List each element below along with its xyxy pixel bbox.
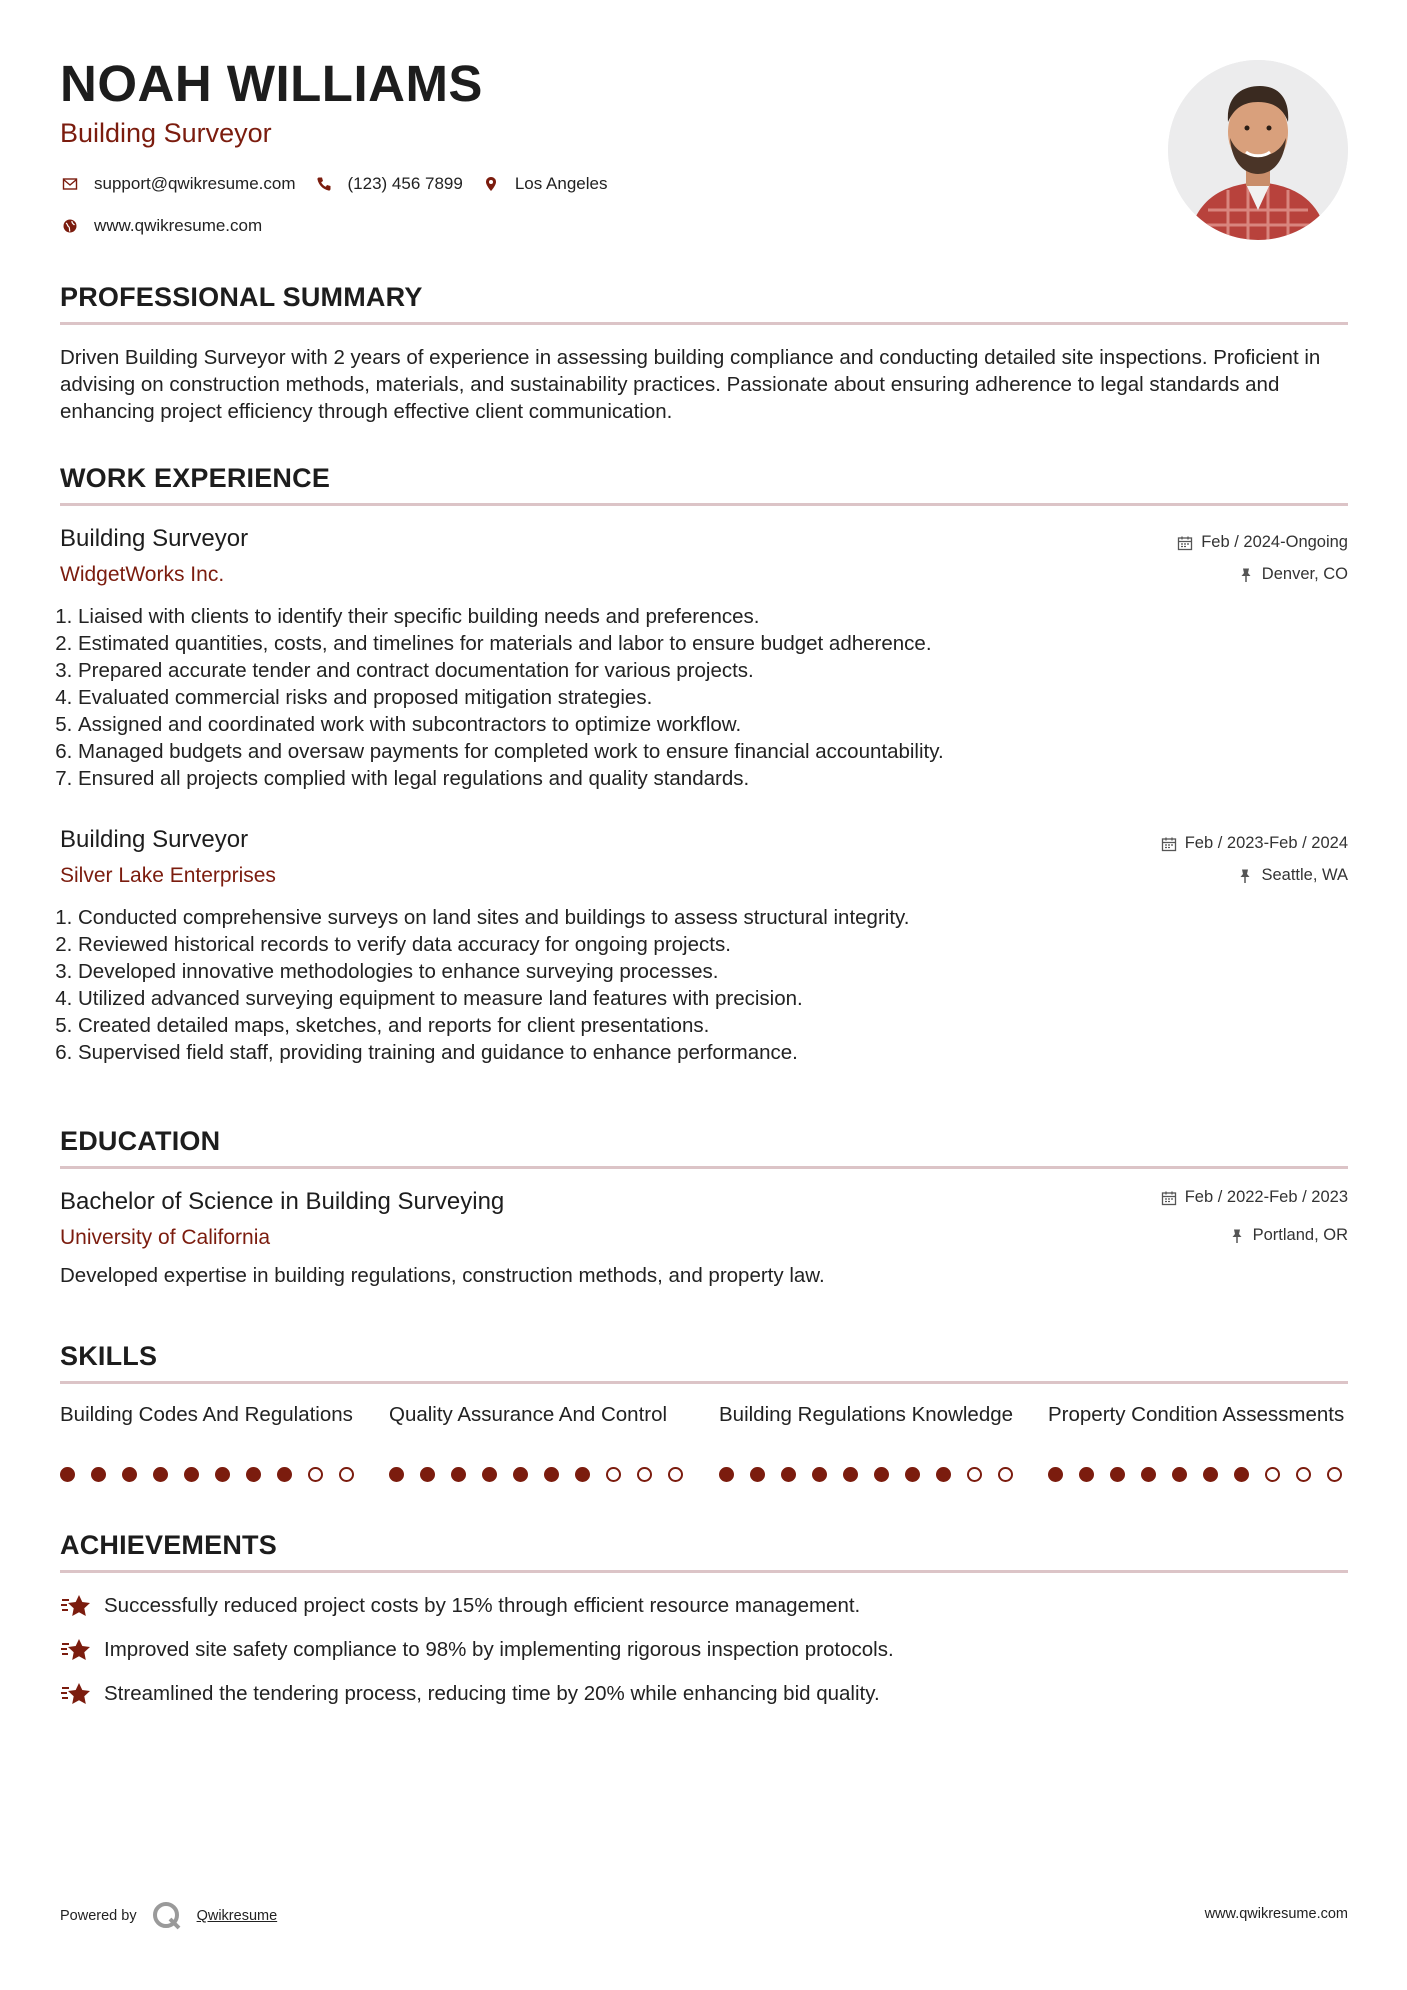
candidate-name: NOAH WILLIAMS — [60, 55, 483, 112]
achievements-divider — [60, 1570, 1348, 1573]
experience-heading: WORK EXPERIENCE — [60, 463, 331, 493]
star-badge-icon — [60, 1636, 92, 1664]
job-1-dates — [1177, 533, 1348, 552]
job-2-dates — [1161, 834, 1348, 853]
rating-dot-empty — [308, 1467, 323, 1482]
rating-dot-filled — [513, 1467, 528, 1482]
rating-dot-filled — [936, 1467, 951, 1482]
globe-icon — [60, 216, 80, 236]
job-1-title: Building Surveyor — [60, 525, 249, 552]
rating-dot-filled — [277, 1467, 292, 1482]
qwikresume-link[interactable]: Qwikresume — [196, 1908, 278, 1924]
job-1-dates-text: Feb / 2024-Ongoing — [1201, 533, 1348, 551]
rating-dot-filled — [1110, 1467, 1125, 1482]
achievement-item — [60, 1680, 880, 1708]
rating-dot-filled — [215, 1467, 230, 1482]
contact-row-2 — [60, 216, 280, 236]
skill-item — [1048, 1401, 1348, 1482]
skill-rating — [1048, 1467, 1348, 1482]
rating-dot-filled — [812, 1467, 827, 1482]
rating-dot-filled — [1172, 1467, 1187, 1482]
rating-dot-filled — [874, 1467, 889, 1482]
rating-dot-filled — [246, 1467, 261, 1482]
qwikresume-logo-icon — [151, 1900, 183, 1932]
rating-dot-filled — [91, 1467, 106, 1482]
list-item: 1. Liaised with clients to identify their specific building needs and preferences. — [78, 603, 1348, 630]
education-location-text: Portland, OR — [1252, 1226, 1348, 1244]
job-1-location-text: Denver, CO — [1261, 565, 1348, 583]
education-divider — [60, 1166, 1348, 1169]
calendar-icon — [1161, 836, 1177, 852]
list-item: 7. Ensured all projects complied with legal regulations and quality standards. — [78, 765, 1348, 792]
skill-rating — [60, 1467, 360, 1482]
rating-dot-filled — [575, 1467, 590, 1482]
skills-heading: SKILLS — [60, 1341, 158, 1371]
list-item: 3. Prepared accurate tender and contract documentation for various projects. — [78, 657, 1348, 684]
summary-divider — [60, 322, 1348, 325]
rating-dot-filled — [1079, 1467, 1094, 1482]
list-item: 3. Developed innovative methodologies to enhance surveying processes. — [78, 958, 1348, 985]
skill-name: Quality Assurance And Control — [389, 1403, 668, 1426]
skills-divider — [60, 1381, 1348, 1384]
profile-photo — [1168, 60, 1348, 240]
list-item: 2. Reviewed historical records to verify data accuracy for ongoing projects. — [78, 931, 1348, 958]
website-text: www.qwikresume.com — [94, 216, 263, 235]
rating-dot-filled — [184, 1467, 199, 1482]
rating-dot-empty — [637, 1467, 652, 1482]
rating-dot-filled — [153, 1467, 168, 1482]
pushpin-icon — [1237, 868, 1253, 884]
rating-dot-empty — [339, 1467, 354, 1482]
contact-row-1 — [60, 174, 625, 194]
rating-dot-filled — [719, 1467, 734, 1482]
list-item: 4. Utilized advanced surveying equipment to measure land features with precision. — [78, 985, 1348, 1012]
rating-dot-empty — [668, 1467, 683, 1482]
rating-dot-empty — [1296, 1467, 1311, 1482]
candidate-role: Building Surveyor — [60, 118, 272, 148]
job-2-bullets — [60, 904, 1348, 1066]
email-text: support@qwikresume.com — [94, 174, 296, 193]
education-dates — [1161, 1188, 1348, 1207]
list-item: 5. Assigned and coordinated work with subcontractors to optimize workflow. — [78, 711, 1348, 738]
education-school: University of California — [60, 1226, 271, 1249]
job-2-company: Silver Lake Enterprises — [60, 864, 276, 887]
skill-name: Building Codes And Regulations — [60, 1403, 353, 1426]
skill-name: Property Condition Assessments — [1048, 1403, 1345, 1426]
rating-dot-filled — [1203, 1467, 1218, 1482]
rating-dot-filled — [905, 1467, 920, 1482]
list-item: 1. Conducted comprehensive surveys on land sites and buildings to assess structural integrity. — [78, 904, 1348, 931]
skill-rating — [719, 1467, 1019, 1482]
rating-dot-filled — [544, 1467, 559, 1482]
job-2-location — [1237, 866, 1348, 885]
footer-site[interactable]: www.qwikresume.com — [1204, 1906, 1348, 1922]
contact-phone — [314, 174, 463, 194]
education-degree: Bachelor of Science in Building Surveying — [60, 1188, 505, 1215]
summary-text: Driven Building Surveyor with 2 years of experience in assessing building compliance and conducting detailed site inspections. Proficient in advising on construction methods, materials, and sustainability practices. Passionate about ensuring adherence to legal standards and enhancing project efficiency through effective client communication. — [60, 346, 1321, 423]
rating-dot-filled — [122, 1467, 137, 1482]
list-item: 6. Managed budgets and oversaw payments for completed work to ensure financial accountability. — [78, 738, 1348, 765]
footer-powered-by — [60, 1900, 277, 1932]
contact-email — [60, 174, 296, 194]
phone-icon — [314, 174, 334, 194]
portrait-illustration — [1168, 60, 1348, 240]
job-1-bullets — [60, 603, 1348, 792]
rating-dot-empty — [967, 1467, 982, 1482]
envelope-icon — [60, 174, 80, 194]
rating-dot-empty — [1327, 1467, 1342, 1482]
star-badge-icon — [60, 1592, 92, 1620]
achievement-item — [60, 1636, 894, 1664]
powered-by-label: Powered by — [60, 1908, 137, 1924]
job-2-location-text: Seattle, WA — [1261, 866, 1348, 884]
education-location — [1229, 1226, 1348, 1245]
experience-divider — [60, 503, 1348, 506]
rating-dot-filled — [451, 1467, 466, 1482]
achievement-text: Streamlined the tendering process, reducing time by 20% while enhancing bid quality. — [104, 1682, 880, 1705]
list-item: 4. Evaluated commercial risks and proposed mitigation strategies. — [78, 684, 1348, 711]
rating-dot-empty — [1265, 1467, 1280, 1482]
calendar-icon — [1161, 1190, 1177, 1206]
rating-dot-filled — [781, 1467, 796, 1482]
skill-name: Building Regulations Knowledge — [719, 1403, 1014, 1426]
rating-dot-filled — [843, 1467, 858, 1482]
rating-dot-empty — [998, 1467, 1013, 1482]
education-heading: EDUCATION — [60, 1126, 221, 1156]
rating-dot-filled — [750, 1467, 765, 1482]
job-1-company: WidgetWorks Inc. — [60, 563, 225, 586]
pushpin-icon — [1238, 567, 1254, 583]
rating-dot-filled — [420, 1467, 435, 1482]
map-pin-icon — [481, 174, 501, 194]
summary-heading: PROFESSIONAL SUMMARY — [60, 282, 423, 312]
rating-dot-empty — [606, 1467, 621, 1482]
list-item: 6. Supervised field staff, providing training and guidance to enhance performance. — [78, 1039, 1348, 1066]
skill-item — [719, 1401, 1019, 1482]
rating-dot-filled — [1234, 1467, 1249, 1482]
education-description: Developed expertise in building regulations, construction methods, and property law. — [60, 1264, 825, 1287]
achievement-text: Successfully reduced project costs by 15% through efficient resource management. — [104, 1594, 861, 1617]
achievement-item — [60, 1592, 860, 1620]
achievement-text: Improved site safety compliance to 98% by implementing rigorous inspection protocols. — [104, 1638, 894, 1661]
phone-text: (123) 456 7899 — [347, 174, 463, 193]
rating-dot-filled — [482, 1467, 497, 1482]
skill-rating — [389, 1467, 689, 1482]
skill-item — [389, 1401, 689, 1482]
star-badge-icon — [60, 1680, 92, 1708]
pushpin-icon — [1229, 1228, 1245, 1244]
list-item: 5. Created detailed maps, sketches, and reports for client presentations. — [78, 1012, 1348, 1039]
job-2-title: Building Surveyor — [60, 826, 249, 853]
job-1-location — [1238, 565, 1348, 584]
contact-location — [481, 174, 608, 194]
achievements-heading: ACHIEVEMENTS — [60, 1530, 277, 1560]
location-text: Los Angeles — [514, 174, 608, 193]
skill-item — [60, 1401, 360, 1482]
rating-dot-filled — [60, 1467, 75, 1482]
education-dates-text: Feb / 2022-Feb / 2023 — [1184, 1188, 1348, 1206]
contact-website — [60, 216, 262, 236]
rating-dot-filled — [1141, 1467, 1156, 1482]
list-item: 2. Estimated quantities, costs, and timelines for materials and labor to ensure budget adherence. — [78, 630, 1348, 657]
rating-dot-filled — [389, 1467, 404, 1482]
rating-dot-filled — [1048, 1467, 1063, 1482]
calendar-icon — [1177, 535, 1193, 551]
job-2-dates-text: Feb / 2023-Feb / 2024 — [1184, 834, 1348, 852]
